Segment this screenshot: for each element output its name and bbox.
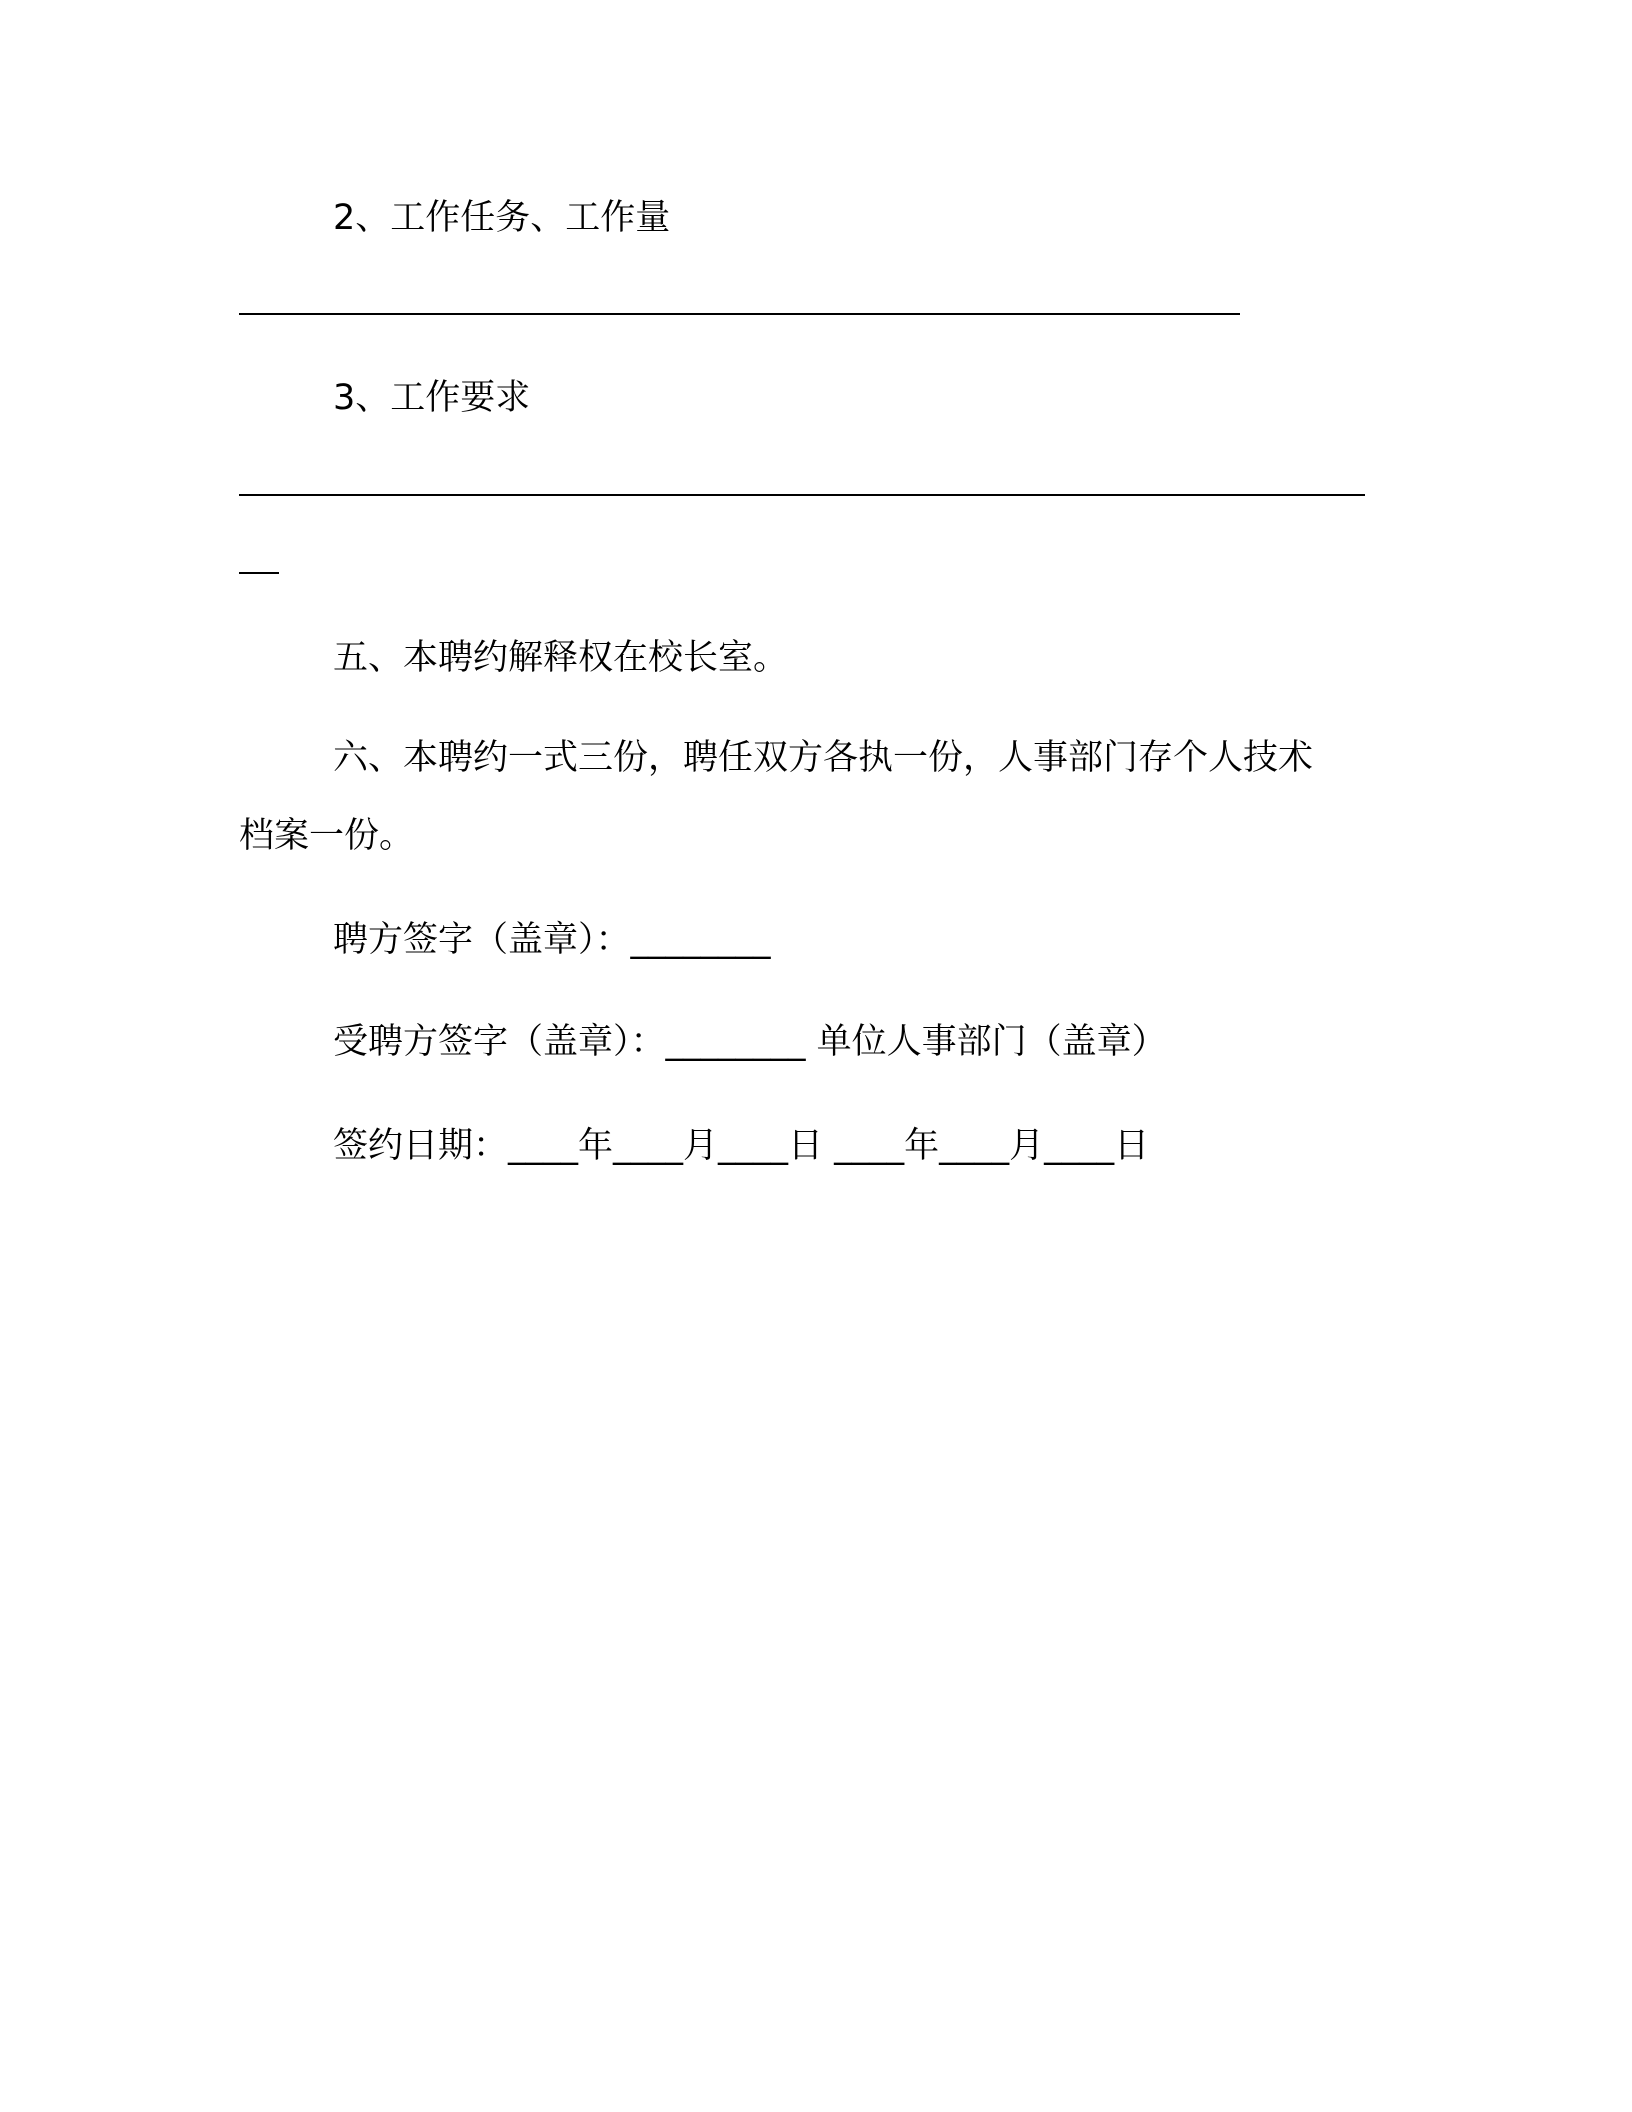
clause-6-line-2: 档案一份。: [239, 816, 415, 856]
signing-date-line: 签约日期：____年____月____日 ____年____月____日: [333, 1126, 1150, 1166]
employee-signature-line: 受聘方签字（盖章）：________ 单位人事部门（盖章）: [333, 1022, 1167, 1062]
item3-heading: 3、工作要求: [333, 378, 531, 418]
clause-6-line-1: 六、本聘约一式三份，聘任双方各执一份，人事部门存个人技术: [333, 738, 1314, 778]
item2-heading: 2、工作任务、工作量: [333, 198, 671, 238]
clause-5: 五、本聘约解释权在校长室。: [333, 638, 789, 678]
item3-blank-line: [239, 494, 1365, 496]
employer-signature-line: 聘方签字（盖章）：________: [333, 920, 771, 960]
item3-blank-line-continued: [239, 572, 279, 574]
item2-blank-line: [239, 313, 1240, 315]
